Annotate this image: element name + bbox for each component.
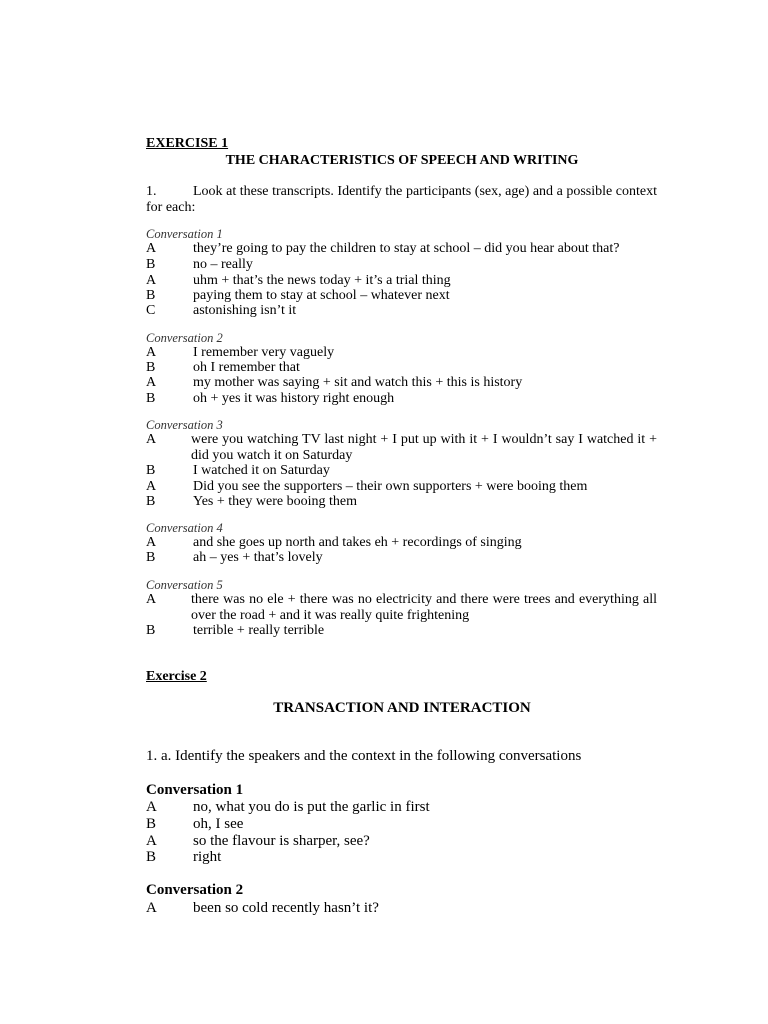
- conversation-label: Conversation 5: [146, 578, 223, 592]
- utterance: there was no ele + there was no electricity and there were trees and everything all over the road + and it was really quite frightening: [191, 592, 657, 623]
- utterance: I watched it on Saturday: [193, 463, 330, 478]
- speaker: B: [146, 550, 156, 565]
- utterance: oh + yes it was history right enough: [193, 391, 395, 406]
- utterance: I remember very vaguely: [193, 345, 335, 360]
- exercise-2-question: 1. a. Identify the speakers and the context in the following conversations: [146, 748, 582, 764]
- utterance: terrible + really terrible: [193, 623, 325, 638]
- utterance: and she goes up north and takes eh + recordings of singing: [193, 535, 522, 550]
- speaker: A: [146, 432, 157, 447]
- speaker: B: [146, 623, 156, 638]
- utterance: no – really: [193, 257, 253, 272]
- exercise-1-title: EXERCISE 1: [146, 136, 229, 151]
- utterance: right: [193, 849, 222, 865]
- speaker: A: [146, 375, 157, 390]
- speaker: C: [146, 303, 156, 318]
- exercise-1-question: [146, 184, 657, 216]
- speaker: A: [146, 535, 157, 550]
- speaker: B: [146, 257, 156, 272]
- speaker: A: [146, 592, 157, 607]
- speaker: A: [146, 241, 157, 256]
- utterance: uhm + that’s the news today + it’s a trial thing: [193, 273, 451, 288]
- conversation-label: Conversation 2: [146, 331, 223, 345]
- conversation-heading: Conversation 2: [146, 882, 244, 898]
- speaker: B: [146, 391, 156, 406]
- utterance: were you watching TV last night + I put up with it + I wouldn’t say I watched it + did you watch it on Saturday: [191, 432, 657, 463]
- speaker: B: [146, 849, 157, 865]
- speaker: A: [146, 345, 157, 360]
- conversation-label: Conversation 3: [146, 418, 223, 432]
- utterance: so the flavour is sharper, see?: [193, 833, 370, 849]
- exercise-1-subtitle: THE CHARACTERISTICS OF SPEECH AND WRITING: [225, 153, 579, 168]
- question-text: Look at these transcripts. Identify the participants (sex, age) and a possible context for each:: [146, 184, 657, 215]
- utterance: astonishing isn’t it: [193, 303, 297, 318]
- utterance: ah – yes + that’s lovely: [193, 550, 323, 565]
- speaker: B: [146, 494, 156, 509]
- utterance: oh I remember that: [193, 360, 300, 375]
- utterance: been so cold recently hasn’t it?: [193, 900, 379, 916]
- speaker: A: [146, 799, 157, 815]
- speaker: A: [146, 479, 157, 494]
- utterance: no, what you do is put the garlic in first: [193, 799, 430, 815]
- utterance: paying them to stay at school – whatever next: [193, 288, 450, 303]
- exercise-2-title: Exercise 2: [146, 669, 207, 684]
- speaker: A: [146, 900, 157, 916]
- speaker: A: [146, 273, 157, 288]
- conversation-label: Conversation 1: [146, 227, 223, 241]
- utterance: my mother was saying + sit and watch this + this is history: [193, 375, 523, 390]
- speaker: B: [146, 816, 157, 832]
- utterance: Yes + they were booing them: [193, 494, 357, 509]
- exercise-2-subtitle: TRANSACTION AND INTERACTION: [273, 700, 531, 716]
- speaker: B: [146, 463, 156, 478]
- conversation-heading: Conversation 1: [146, 782, 244, 798]
- question-number: 1.: [146, 184, 157, 199]
- conversation-label: Conversation 4: [146, 521, 223, 535]
- utterance: oh, I see: [193, 816, 244, 832]
- utterance: they’re going to pay the children to stay at school – did you hear about that?: [193, 241, 620, 256]
- speaker: B: [146, 288, 156, 303]
- utterance: Did you see the supporters – their own supporters + were booing them: [193, 479, 588, 494]
- speaker: B: [146, 360, 156, 375]
- speaker: A: [146, 833, 157, 849]
